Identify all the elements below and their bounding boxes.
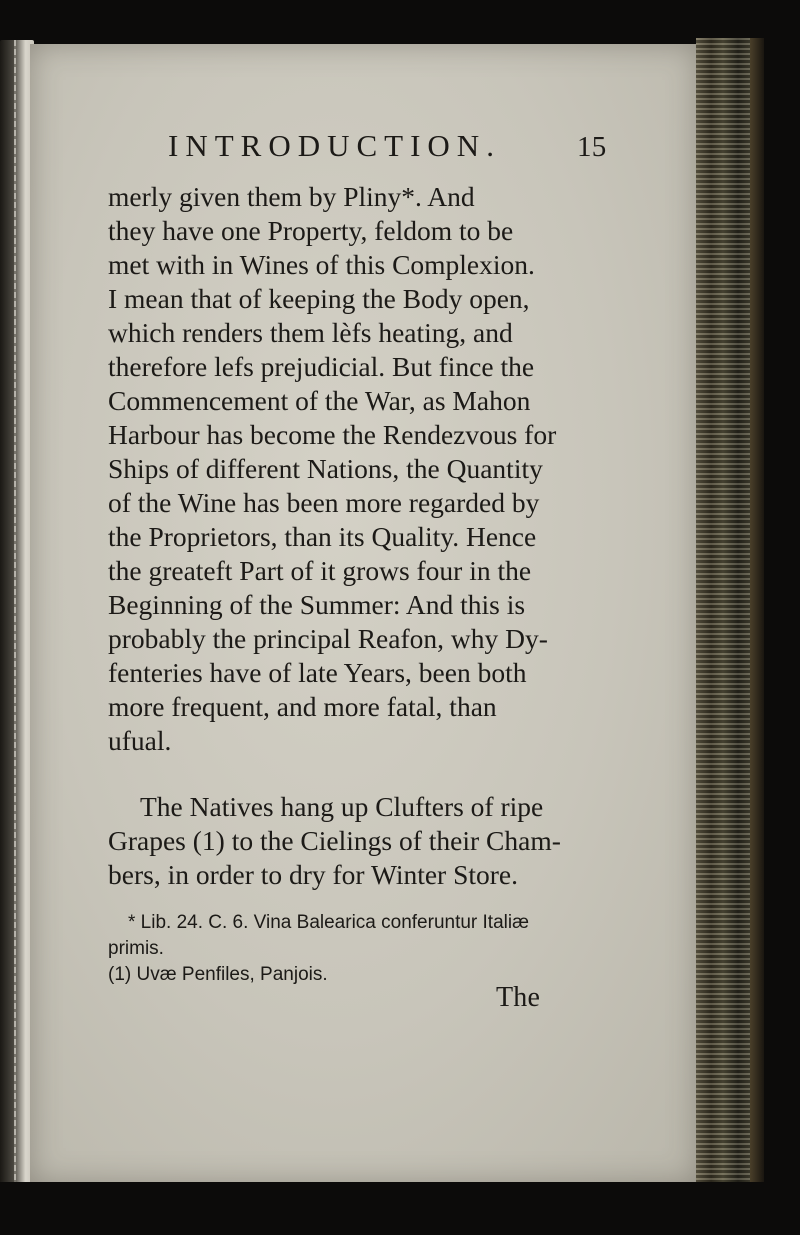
body-line: Grapes (1) to the Cielings of their Cham- bbox=[108, 825, 561, 856]
body-line: The Natives hang up Clufters of ripe bbox=[140, 791, 544, 822]
body-line: probably the principal Reafon, why Dy- bbox=[108, 623, 548, 654]
body-line: Beginning of the Summer: And this is bbox=[108, 589, 526, 620]
body-line: the Proprietors, than its Quality. Hence bbox=[108, 521, 537, 552]
body-line: more frequent, and more fatal, than bbox=[108, 691, 497, 722]
body-line: which renders them lèfs heating, and bbox=[108, 317, 513, 348]
running-head: INTRODUCTION. bbox=[168, 128, 501, 163]
bottom-shadow bbox=[0, 1182, 800, 1235]
body-line: bers, in order to dry for Winter Store. bbox=[108, 859, 519, 890]
body-line: the greateft Part of it grows four in the bbox=[108, 555, 532, 586]
catchword: The bbox=[496, 982, 541, 1013]
page-number: 15 bbox=[577, 131, 607, 163]
body-line: merly given them by Pliny*. And bbox=[108, 181, 475, 212]
body-line: Harbour has become the Rendezvous for bbox=[108, 419, 557, 450]
footnote-line: (1) Uvæ Penfiles, Panjois. bbox=[108, 964, 328, 985]
body-line: therefore lefs prejudicial. But fince the bbox=[108, 351, 535, 382]
body-line: fenteries have of late Years, been both bbox=[108, 657, 527, 688]
body-line: ufual. bbox=[108, 725, 172, 756]
left-page-edge bbox=[0, 40, 34, 1190]
footnote-line: primis. bbox=[108, 938, 164, 959]
body-line: met with in Wines of this Complexion. bbox=[108, 249, 535, 280]
body-line: Ships of different Nations, the Quantity bbox=[108, 453, 543, 484]
body-line: of the Wine has been more regarded by bbox=[108, 487, 540, 518]
body-line: they have one Property, feldom to be bbox=[108, 215, 514, 246]
body-line: Commencement of the War, as Mahon bbox=[108, 385, 531, 416]
footnote-line: * Lib. 24. C. 6. Vina Balearica conferuntur Italiæ bbox=[128, 912, 529, 933]
body-line: I mean that of keeping the Body open, bbox=[108, 283, 530, 314]
book-binding bbox=[696, 38, 756, 1188]
